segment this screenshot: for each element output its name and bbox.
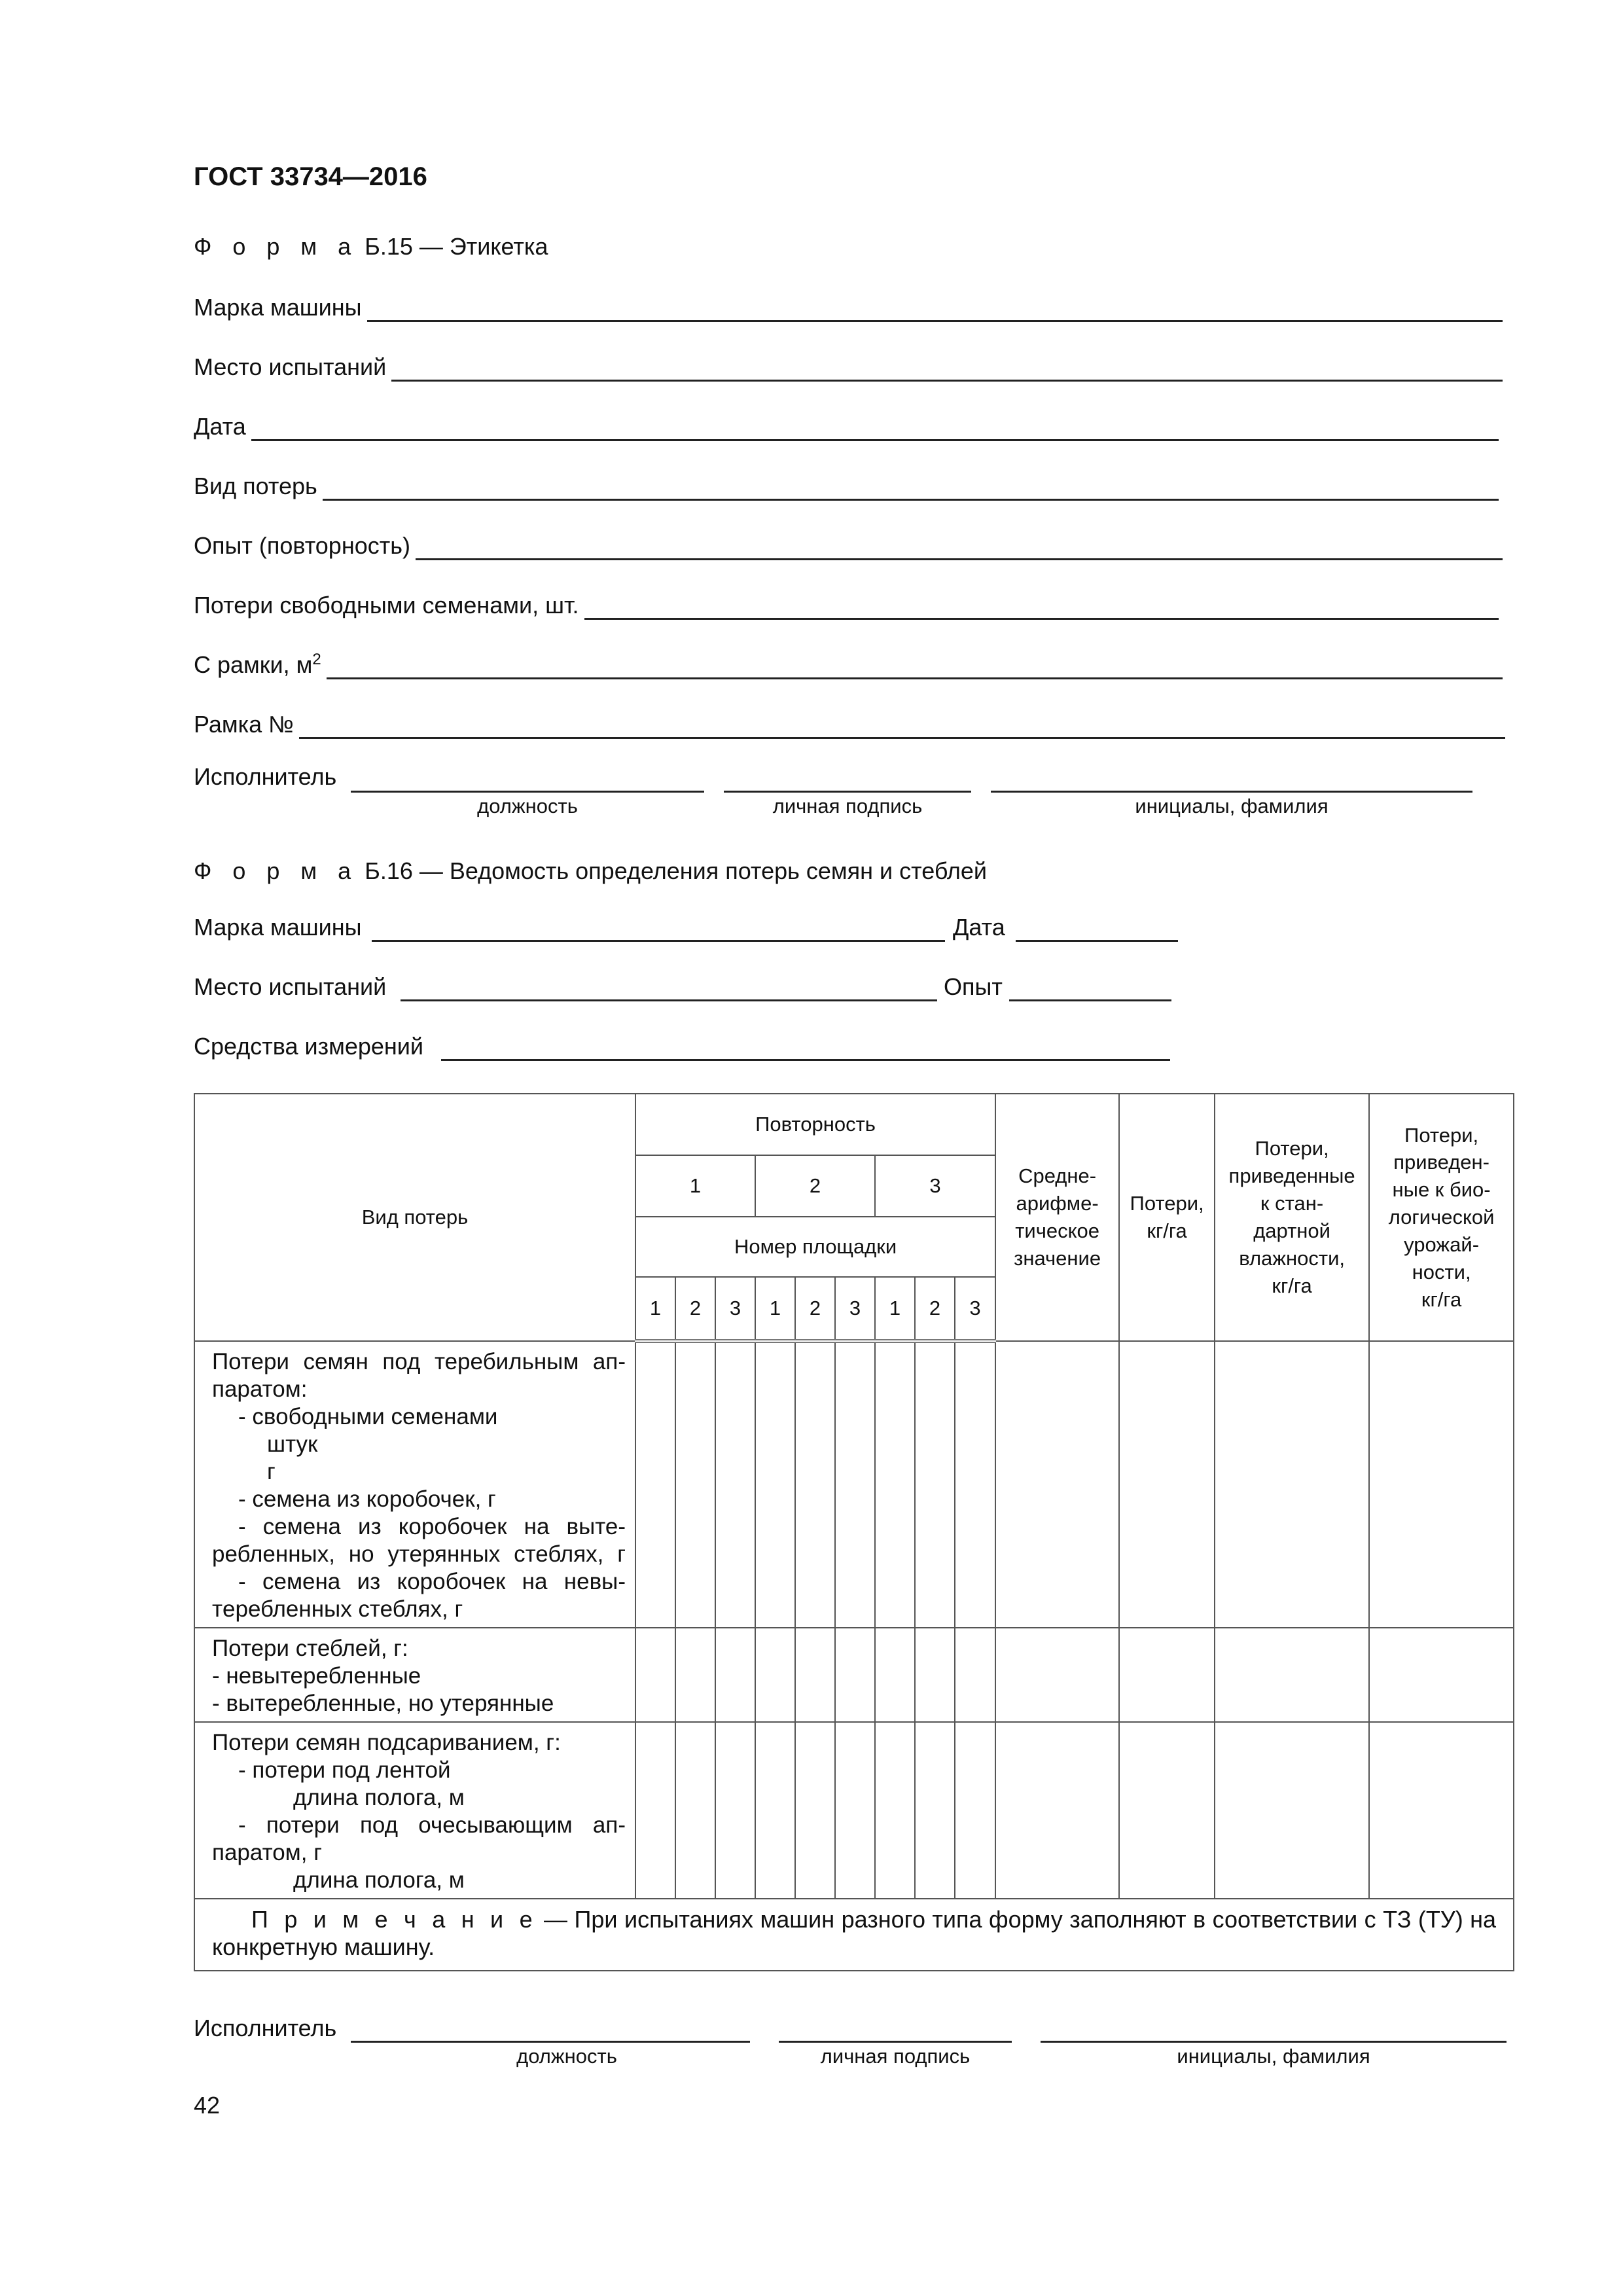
row-line: длина полога, м	[293, 1867, 465, 1893]
header-line: ности,	[1412, 1260, 1471, 1283]
row-line: ребленных, но утерянных стеблях, г	[212, 1541, 626, 1567]
position-line-2[interactable]	[351, 2039, 750, 2043]
row-line: - вытеребленные, но утерянные	[212, 1691, 554, 1716]
header-vid: Вид потерь	[194, 1094, 635, 1341]
caption-name: инициалы, фамилия	[1135, 795, 1329, 817]
page-number: 42	[194, 2092, 221, 2119]
field-ramki	[194, 648, 1503, 679]
plot-number: 3	[835, 1277, 875, 1341]
data-cell[interactable]	[995, 1722, 1119, 1899]
data-cell[interactable]	[1369, 1341, 1514, 1628]
header-line: Потери,	[1404, 1123, 1479, 1147]
field-label: Рамка №	[194, 711, 294, 738]
field-label: Место испытаний	[194, 353, 387, 380]
row-line: паратом:	[212, 1376, 308, 1402]
caption-name-2: инициалы, фамилия	[1177, 2045, 1370, 2068]
header-povtornost: Повторность	[635, 1094, 995, 1155]
povt-1: 1	[635, 1155, 755, 1217]
header-line: логической	[1388, 1206, 1495, 1229]
table-row	[194, 1628, 1514, 1722]
input-line[interactable]	[391, 355, 1503, 382]
field-ramka	[194, 708, 1505, 739]
row-line: - семена из коробочек на невы-	[238, 1569, 626, 1594]
data-cell[interactable]	[835, 1722, 875, 1899]
header-line: арифме-	[1016, 1192, 1099, 1215]
note-label: П р и м е ч а н и е	[251, 1906, 537, 1933]
caption-position-2: должность	[516, 2045, 617, 2068]
form-label: Ф о р м а	[194, 857, 359, 884]
field-sredstva-label: Средства измерений	[194, 1033, 424, 1060]
row-line: штук	[267, 1431, 318, 1457]
header-line: к стан-	[1260, 1192, 1324, 1215]
header-line: Потери,	[1130, 1192, 1204, 1215]
field-label: Потери свободными семенами, шт.	[194, 592, 579, 619]
field-label: Опыт (повторность)	[194, 532, 410, 559]
header-line: тическое	[1015, 1219, 1099, 1242]
data-cell[interactable]	[755, 1722, 795, 1899]
data-cell[interactable]	[875, 1722, 915, 1899]
header-line: Потери,	[1255, 1137, 1329, 1160]
data-cell[interactable]	[915, 1722, 955, 1899]
data-cell[interactable]	[795, 1628, 835, 1722]
form-b16-title	[194, 857, 987, 885]
plot-number: 1	[875, 1277, 915, 1341]
caption-signature: личная подпись	[772, 795, 923, 817]
sredstva-line[interactable]	[441, 1058, 1170, 1061]
row-line: - свободными семенами	[238, 1404, 498, 1429]
data-cell[interactable]	[1369, 1722, 1514, 1899]
row-line: - семена из коробочек, г	[238, 1486, 496, 1512]
signature-line[interactable]	[724, 789, 971, 793]
row-line: - невытеребленные	[212, 1663, 421, 1689]
caption-position: должность	[477, 795, 578, 817]
plot-number: 2	[795, 1277, 835, 1341]
executor-label-2: Исполнитель	[194, 2015, 337, 2041]
table-row	[194, 1341, 1514, 1628]
name-line[interactable]	[991, 789, 1472, 793]
data-cell[interactable]	[835, 1341, 875, 1628]
plot-number: 3	[955, 1277, 995, 1341]
marka-line[interactable]	[372, 939, 945, 942]
row-line: Потери семян под теребильным ап-	[212, 1349, 626, 1374]
field-label	[194, 651, 327, 679]
data-cell[interactable]	[1215, 1628, 1369, 1722]
header-urozhainost	[1369, 1094, 1514, 1341]
header-line: приведенные	[1228, 1164, 1355, 1188]
data-cell[interactable]	[995, 1628, 1119, 1722]
field-label-text: С рамки, м	[194, 651, 313, 678]
field-mesto-label: Место испытаний	[194, 973, 387, 1000]
header-line: приведен-	[1393, 1151, 1489, 1174]
header-line: значение	[1014, 1246, 1101, 1270]
table-note	[194, 1899, 1514, 1971]
data-cell[interactable]	[635, 1628, 675, 1722]
executor-label: Исполнитель	[194, 763, 337, 790]
data-cell[interactable]	[675, 1628, 715, 1722]
data-cell[interactable]	[795, 1341, 835, 1628]
header-line: кг/га	[1421, 1287, 1462, 1311]
field-vid	[194, 469, 1499, 501]
signature-line-2[interactable]	[779, 2039, 1012, 2043]
form-b15-title-text: Б.15 — Этикетка	[358, 233, 548, 260]
data-cell[interactable]	[955, 1722, 995, 1899]
header-srednee	[995, 1094, 1119, 1341]
data-cell[interactable]	[915, 1628, 955, 1722]
input-line[interactable]	[367, 295, 1503, 322]
row-label-seeds-puller	[194, 1341, 635, 1628]
field-opyt	[194, 529, 1503, 560]
povt-2: 2	[755, 1155, 875, 1217]
field-marka-label: Марка машины	[194, 914, 362, 941]
header-line: дартной	[1253, 1219, 1330, 1242]
plot-number: 1	[635, 1277, 675, 1341]
superscript: 2	[312, 651, 321, 668]
data-cell[interactable]	[715, 1341, 755, 1628]
data-cell[interactable]	[635, 1341, 675, 1628]
povt-3: 3	[875, 1155, 995, 1217]
data-cell[interactable]	[875, 1341, 915, 1628]
header-line: кг/га	[1272, 1274, 1312, 1297]
input-line[interactable]	[323, 474, 1499, 501]
note-text: — При испытаниях машин разного типа форму заполняют в соответствии с ТЗ (ТУ) на конкретную машину.	[212, 1906, 1497, 1960]
input-line[interactable]	[584, 593, 1499, 620]
data-cell[interactable]	[755, 1628, 795, 1722]
field-label: Марка машины	[194, 294, 362, 321]
caption-signature-2: личная подпись	[820, 2045, 971, 2068]
data-cell[interactable]	[635, 1722, 675, 1899]
data-cell[interactable]	[955, 1341, 995, 1628]
data-cell[interactable]	[1119, 1722, 1215, 1899]
plot-number: 2	[915, 1277, 955, 1341]
data-cell[interactable]	[1119, 1341, 1215, 1628]
plot-number: 2	[675, 1277, 715, 1341]
row-label-stems	[194, 1628, 635, 1722]
data-cell[interactable]	[715, 1628, 755, 1722]
field-data-label: Дата	[953, 914, 1005, 941]
data-cell[interactable]	[835, 1628, 875, 1722]
form-label: Ф о р м а	[194, 233, 359, 260]
form-b16-title-text: Б.16 — Ведомость определения потерь семян и стеблей	[358, 857, 987, 884]
header-nomer-ploshchadki: Номер площадки	[635, 1217, 995, 1277]
field-label: Вид потерь	[194, 473, 317, 499]
data-cell[interactable]	[1369, 1628, 1514, 1722]
data-line[interactable]	[1016, 939, 1178, 942]
data-cell[interactable]	[675, 1722, 715, 1899]
data-cell[interactable]	[995, 1341, 1119, 1628]
field-marka	[194, 291, 1503, 322]
header-line: Средне-	[1018, 1164, 1097, 1188]
field-poteri	[194, 588, 1499, 620]
header-line: кг/га	[1147, 1219, 1187, 1242]
name-line-2[interactable]	[1041, 2039, 1507, 2043]
row-line: - семена из коробочек на выте-	[238, 1514, 626, 1539]
header-poteri	[1119, 1094, 1215, 1341]
data-cell[interactable]	[955, 1628, 995, 1722]
row-line: паратом, г	[212, 1840, 322, 1865]
field-label: Дата	[194, 413, 246, 440]
data-cell[interactable]	[755, 1341, 795, 1628]
data-cell[interactable]	[915, 1341, 955, 1628]
mesto-line[interactable]	[401, 998, 937, 1001]
row-label-shedding	[194, 1722, 635, 1899]
field-opyt-label: Опыт	[944, 973, 1003, 1000]
row-line: Потери семян подсариванием, г:	[212, 1730, 561, 1755]
field-mesto	[194, 350, 1503, 382]
input-line[interactable]	[327, 653, 1503, 679]
data-cell[interactable]	[875, 1628, 915, 1722]
row-line: г	[267, 1459, 276, 1484]
header-line: ные к био-	[1392, 1178, 1491, 1202]
data-cell[interactable]	[795, 1722, 835, 1899]
input-line[interactable]	[251, 414, 1499, 441]
position-line[interactable]	[351, 789, 704, 793]
row-line: длина полога, м	[293, 1785, 465, 1810]
plot-number: 3	[715, 1277, 755, 1341]
header-line: урожай-	[1404, 1232, 1480, 1256]
field-data	[194, 410, 1499, 441]
input-line[interactable]	[299, 712, 1505, 739]
standard-title: ГОСТ 33734—2016	[194, 162, 427, 191]
row-line: Потери стеблей, г:	[212, 1636, 408, 1661]
header-line: влажности,	[1239, 1246, 1345, 1270]
table-row	[194, 1722, 1514, 1899]
header-vlazhnost	[1215, 1094, 1369, 1341]
row-line: - потери под очесывающим ап-	[238, 1812, 626, 1838]
form-b15-title	[194, 233, 548, 260]
data-cell[interactable]	[1215, 1341, 1369, 1628]
row-line: - потери под лентой	[238, 1757, 451, 1783]
data-cell[interactable]	[1119, 1628, 1215, 1722]
data-cell[interactable]	[715, 1722, 755, 1899]
losses-table	[194, 1093, 1514, 1971]
row-line: тeребленных стеблях, г	[212, 1596, 463, 1622]
plot-number: 1	[755, 1277, 795, 1341]
opyt-line[interactable]	[1009, 998, 1171, 1001]
data-cell[interactable]	[1215, 1722, 1369, 1899]
data-cell[interactable]	[675, 1341, 715, 1628]
input-line[interactable]	[416, 533, 1503, 560]
